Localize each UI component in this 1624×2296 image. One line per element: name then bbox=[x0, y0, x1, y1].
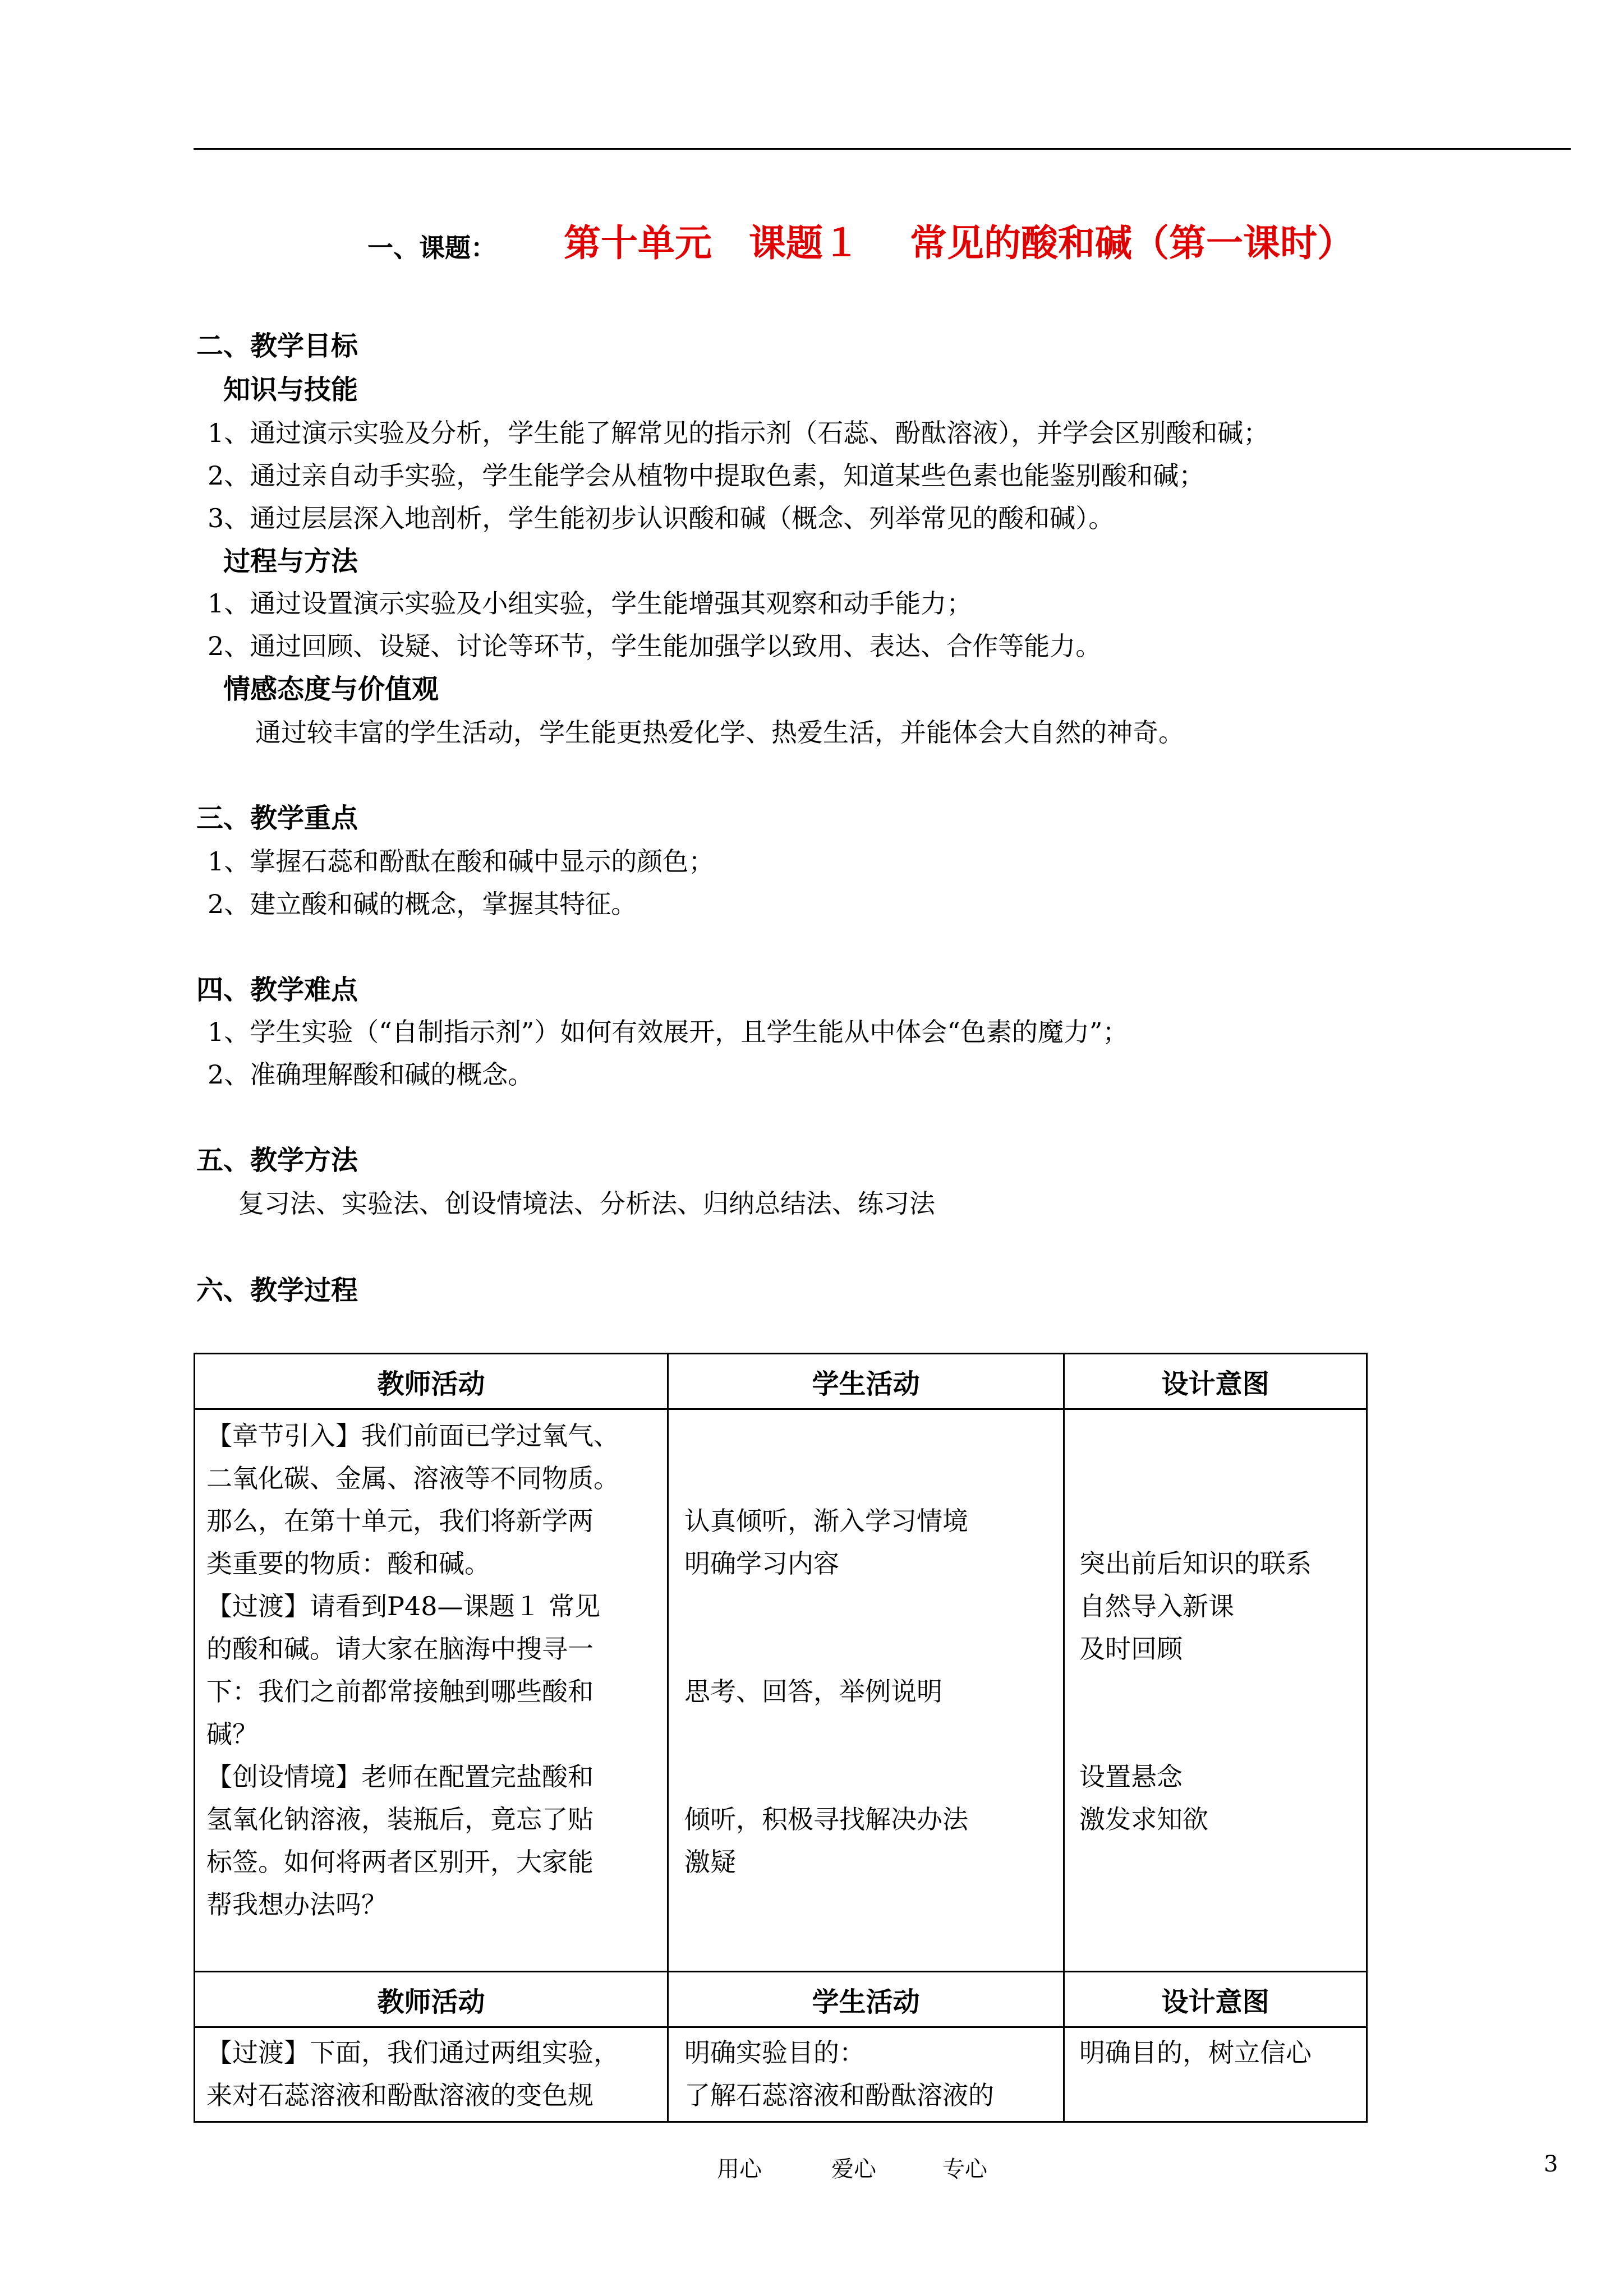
teacher-line: 下：我们之前都常接触到哪些酸和 bbox=[206, 1676, 594, 1707]
page-number: 3 bbox=[1544, 2151, 1558, 2177]
footer-right: 专心 bbox=[942, 2156, 987, 2182]
student-line: 明确实验目的： bbox=[684, 2037, 865, 2068]
knowledge-item-1: 1、通过演示实验及分析，学生能了解常见的指示剂（石蕊、酚酞溶液），并学会区别酸和碱； bbox=[208, 418, 1269, 448]
cell-student bbox=[668, 1409, 1064, 1972]
table-row bbox=[195, 2027, 1367, 2122]
heading-process-table: 六、教学过程 bbox=[196, 1275, 358, 1306]
title-label: 一、课题： bbox=[367, 233, 496, 263]
key-point-1: 1、掌握石蕊和酚酞在酸和碱中显示的颜色； bbox=[208, 846, 715, 877]
key-point-2: 2、建立酸和碱的概念，掌握其特征。 bbox=[208, 889, 637, 919]
heading-difficulties: 四、教学难点 bbox=[196, 974, 358, 1006]
teaching-process-table bbox=[194, 1353, 1368, 2123]
heading-objectives: 二、教学目标 bbox=[196, 330, 358, 362]
table-header-row bbox=[195, 1972, 1367, 2027]
student-line: 激疑 bbox=[684, 1847, 736, 1877]
teacher-line: 类重要的物质：酸和碱。 bbox=[206, 1548, 490, 1579]
header-student: 学生活动 bbox=[668, 1972, 1064, 2027]
header-teacher: 教师活动 bbox=[195, 1972, 668, 2027]
title-main: 第十单元 课题１ 常见的酸和碱（第一课时） bbox=[564, 221, 1354, 265]
teacher-line: 标签。如何将两者区别开，大家能 bbox=[206, 1847, 594, 1877]
knowledge-item-3: 3、通过层层深入地剖析，学生能初步认识酸和碱（概念、列举常见的酸和碱）。 bbox=[208, 503, 1115, 533]
teacher-line: 【章节引入】我们前面已学过氧气、 bbox=[206, 1421, 619, 1451]
design-line: 自然导入新课 bbox=[1079, 1591, 1234, 1621]
teacher-line: 来对石蕊溶液和酚酞溶液的变色规 bbox=[206, 2080, 594, 2110]
table-row bbox=[195, 1409, 1367, 1972]
process-item-2: 2、通过回顾、设疑、讨论等环节，学生能加强学以致用、表达、合作等能力。 bbox=[208, 631, 1102, 661]
process-item-1: 1、通过设置演示实验及小组实验，学生能增强其观察和动手能力； bbox=[208, 588, 973, 619]
design-line: 激发求知欲 bbox=[1079, 1804, 1208, 1834]
student-line: 明确学习内容 bbox=[684, 1548, 839, 1579]
student-line: 了解石蕊溶液和酚酞溶液的 bbox=[684, 2080, 994, 2110]
footer-mid: 爱心 bbox=[831, 2156, 876, 2182]
heading-methods: 五、教学方法 bbox=[196, 1145, 358, 1176]
design-line: 及时回顾 bbox=[1079, 1634, 1183, 1664]
teacher-line: 帮我想办法吗？ bbox=[206, 1889, 387, 1920]
design-line: 突出前后知识的联系 bbox=[1079, 1548, 1312, 1579]
cell-design bbox=[1064, 2027, 1367, 2122]
design-line: 明确目的，树立信心 bbox=[1079, 2037, 1312, 2068]
student-line: 认真倾听，渐入学习情境 bbox=[684, 1506, 968, 1536]
difficulty-2: 2、准确理解酸和碱的概念。 bbox=[208, 1059, 534, 1090]
cell-teacher bbox=[195, 1409, 668, 1972]
header-design: 设计意图 bbox=[1064, 1972, 1367, 2027]
student-line: 倾听，积极寻找解决办法 bbox=[684, 1804, 968, 1834]
heading-emotion: 情感态度与价值观 bbox=[223, 674, 439, 705]
cell-design bbox=[1064, 1409, 1367, 1972]
footer-left: 用心 bbox=[717, 2156, 762, 2182]
heading-knowledge: 知识与技能 bbox=[223, 374, 358, 405]
top-rule bbox=[194, 148, 1571, 150]
cell-teacher bbox=[195, 2027, 668, 2122]
student-line: 思考、回答，举例说明 bbox=[684, 1676, 942, 1707]
teacher-line: 【创设情境】老师在配置完盐酸和 bbox=[206, 1762, 594, 1792]
design-line: 设置悬念 bbox=[1079, 1762, 1183, 1792]
teacher-line: 氢氧化钠溶液，装瓶后，竟忘了贴 bbox=[206, 1804, 594, 1834]
teacher-line: 【过渡】请看到P48—课题１ 常见 bbox=[206, 1591, 601, 1621]
teacher-line: 碱？ bbox=[206, 1719, 258, 1749]
emotion-text: 通过较丰富的学生活动，学生能更热爱化学、热爱生活，并能体会大自然的神奇。 bbox=[255, 717, 1184, 748]
header-teacher: 教师活动 bbox=[195, 1354, 668, 1409]
teacher-line: 那么，在第十单元，我们将新学两 bbox=[206, 1506, 594, 1536]
cell-student bbox=[668, 2027, 1064, 2122]
header-student: 学生活动 bbox=[668, 1354, 1064, 1409]
difficulty-1: 1、学生实验（“自制指示剂”）如何有效展开，且学生能从中体会“色素的魔力”； bbox=[208, 1017, 1129, 1047]
teacher-line: 的酸和碱。请大家在脑海中搜寻一 bbox=[206, 1634, 594, 1664]
lesson-title bbox=[0, 213, 1624, 264]
methods-text: 复习法、实验法、创设情境法、分析法、归纳总结法、练习法 bbox=[238, 1188, 935, 1219]
heading-key-points: 三、教学重点 bbox=[196, 803, 358, 834]
heading-process: 过程与方法 bbox=[223, 546, 358, 577]
teacher-line: 二氧化碳、金属、溶液等不同物质。 bbox=[206, 1463, 619, 1493]
header-design: 设计意图 bbox=[1064, 1354, 1367, 1409]
teacher-line: 【过渡】下面，我们通过两组实验， bbox=[206, 2037, 619, 2068]
knowledge-item-2: 2、通过亲自动手实验，学生能学会从植物中提取色素，知道某些色素也能鉴别酸和碱； bbox=[208, 460, 1205, 491]
table-header-row bbox=[195, 1354, 1367, 1409]
